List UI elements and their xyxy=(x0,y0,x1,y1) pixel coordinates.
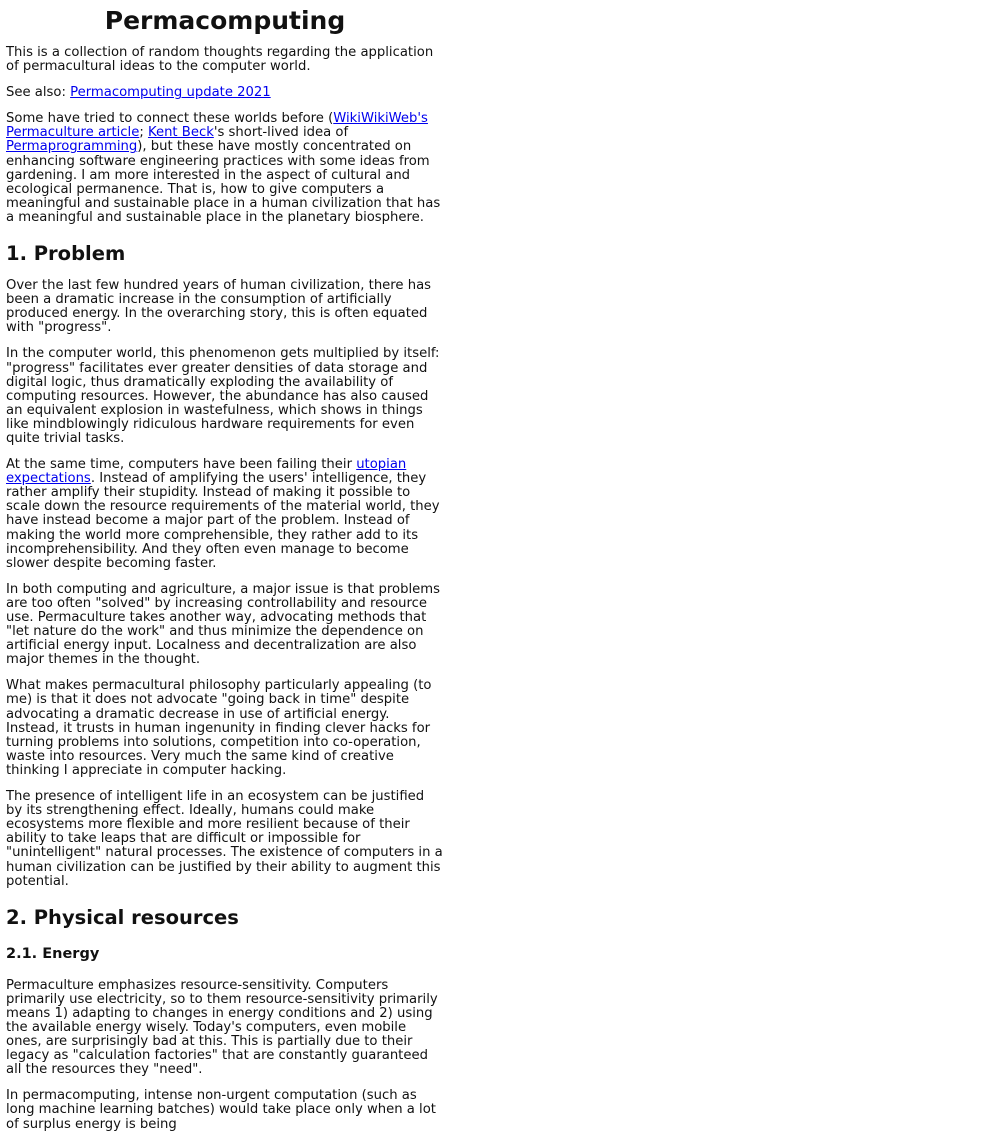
problem-paragraph-2: In the computer world, this phenomenon gets multiplied by itself: "progress" facilitates ever greater densities of data storage and digital logic, thus dramatically exploding the availability of computing resources. However, the abundance has also caused an equivalent explosion in wastefulness, which shows in things like mindblowingly ridiculous hardware requirements for even quite trivial tasks. xyxy=(6,346,440,446)
page-title: Permacomputing xyxy=(104,6,346,35)
permaprogramming-link[interactable]: Permaprogramming xyxy=(6,139,138,155)
see-also-paragraph xyxy=(6,86,444,100)
text-span: ), but these have mostly concentrated on enhancing software engineering practices with some ideas from gardening. I am more interested in the aspect of cultural and ecological permanence. That is, how to give computers a meaningful and sustainable place in a human civilization that has a meaningful and sustainable place in the planetary biosphere. xyxy=(6,139,441,225)
problem-paragraph-6: The presence of intelligent life in an ecosystem can be justified by its strengthening effect. Ideally, humans could make ecosystems more flexible and more resilient because of their ability to take leaps that are difficult or impossible for "unintelligent" natural processes. The existence of computers in a human civilization can be justified by their ability to augment this potential. xyxy=(6,789,443,889)
energy-paragraph-1: Permaculture emphasizes resource-sensitivity. Computers primarily use electricity, so to them resource-sensitivity primarily means 1) adapting to changes in energy conditions and 2) using the available energy wisely. Today's computers, even mobile ones, are surprisingly bad at this. This is partially due to their legacy as "calculation factories" that are constantly guaranteed all the resources they "need". xyxy=(6,977,438,1078)
related-work-paragraph xyxy=(6,112,444,225)
section-heading-physical-resources: 2. Physical resources xyxy=(6,905,239,929)
text-span: 's short-lived idea of xyxy=(213,125,349,141)
problem-paragraph-4: In both computing and agriculture, a major issue is that problems are too often "solved" by increasing controllability and resource use. Permaculture takes another way, advocating methods that "let nature do the work" and thus minimize the dependence on artificial energy input. Localness and decentralization are also major themes in the thought. xyxy=(6,581,440,668)
problem-paragraph-1: Over the last few hundred years of human civilization, there has been a dramatic increase in the consumption of artificially produced energy. In the overarching story, this is often equated with "progress". xyxy=(6,278,432,336)
intro-paragraph: This is a collection of random thoughts regarding the application of permacultural ideas to the computer world. xyxy=(6,45,434,75)
document xyxy=(0,0,456,1132)
utopian-expectations-link[interactable]: utopian expectations xyxy=(6,457,407,487)
wikiwikiweb-link[interactable]: WikiWikiWeb's Permaculture article xyxy=(6,111,428,141)
text-span: Some have tried to connect these worlds before ( xyxy=(6,111,334,127)
see-also-label: See also: xyxy=(6,85,71,101)
text-span: . Instead of amplifying the users' intelligence, they rather amplify their stupidity. Instead of making it possible to scale down the resource requirements of the material world, they have instead become a major part of the problem. Instead of making the world more comprehensible, they rather add to its incomprehensibility. And they often even manage to become slower despite becoming faster. xyxy=(6,471,440,571)
permacomputing-update-link[interactable]: Permacomputing update 2021 xyxy=(70,85,271,101)
section-heading-problem: 1. Problem xyxy=(6,242,126,266)
problem-paragraph-3 xyxy=(6,458,444,571)
subsection-heading-energy: 2.1. Energy xyxy=(6,945,100,962)
text-span: ; xyxy=(139,125,148,141)
kent-beck-link[interactable]: Kent Beck xyxy=(147,125,214,141)
problem-paragraph-5: What makes permacultural philosophy particularly appealing (to me) is that it does not advocate "going back in time" despite advocating a dramatic decrease in use of artificial energy. Instead, it trusts in human ingenunity in finding clever hacks for turning problems into solutions, competition into co-operation, waste into resources. Very much the same kind of creative thinking I appreciate in computer hacking. xyxy=(6,678,432,778)
energy-paragraph-2: In permacomputing, intense non-urgent computation (such as long machine learning batches) would take place only when a lot of surplus energy is being xyxy=(6,1088,436,1132)
text-span: At the same time, computers have been failing their xyxy=(6,457,357,473)
